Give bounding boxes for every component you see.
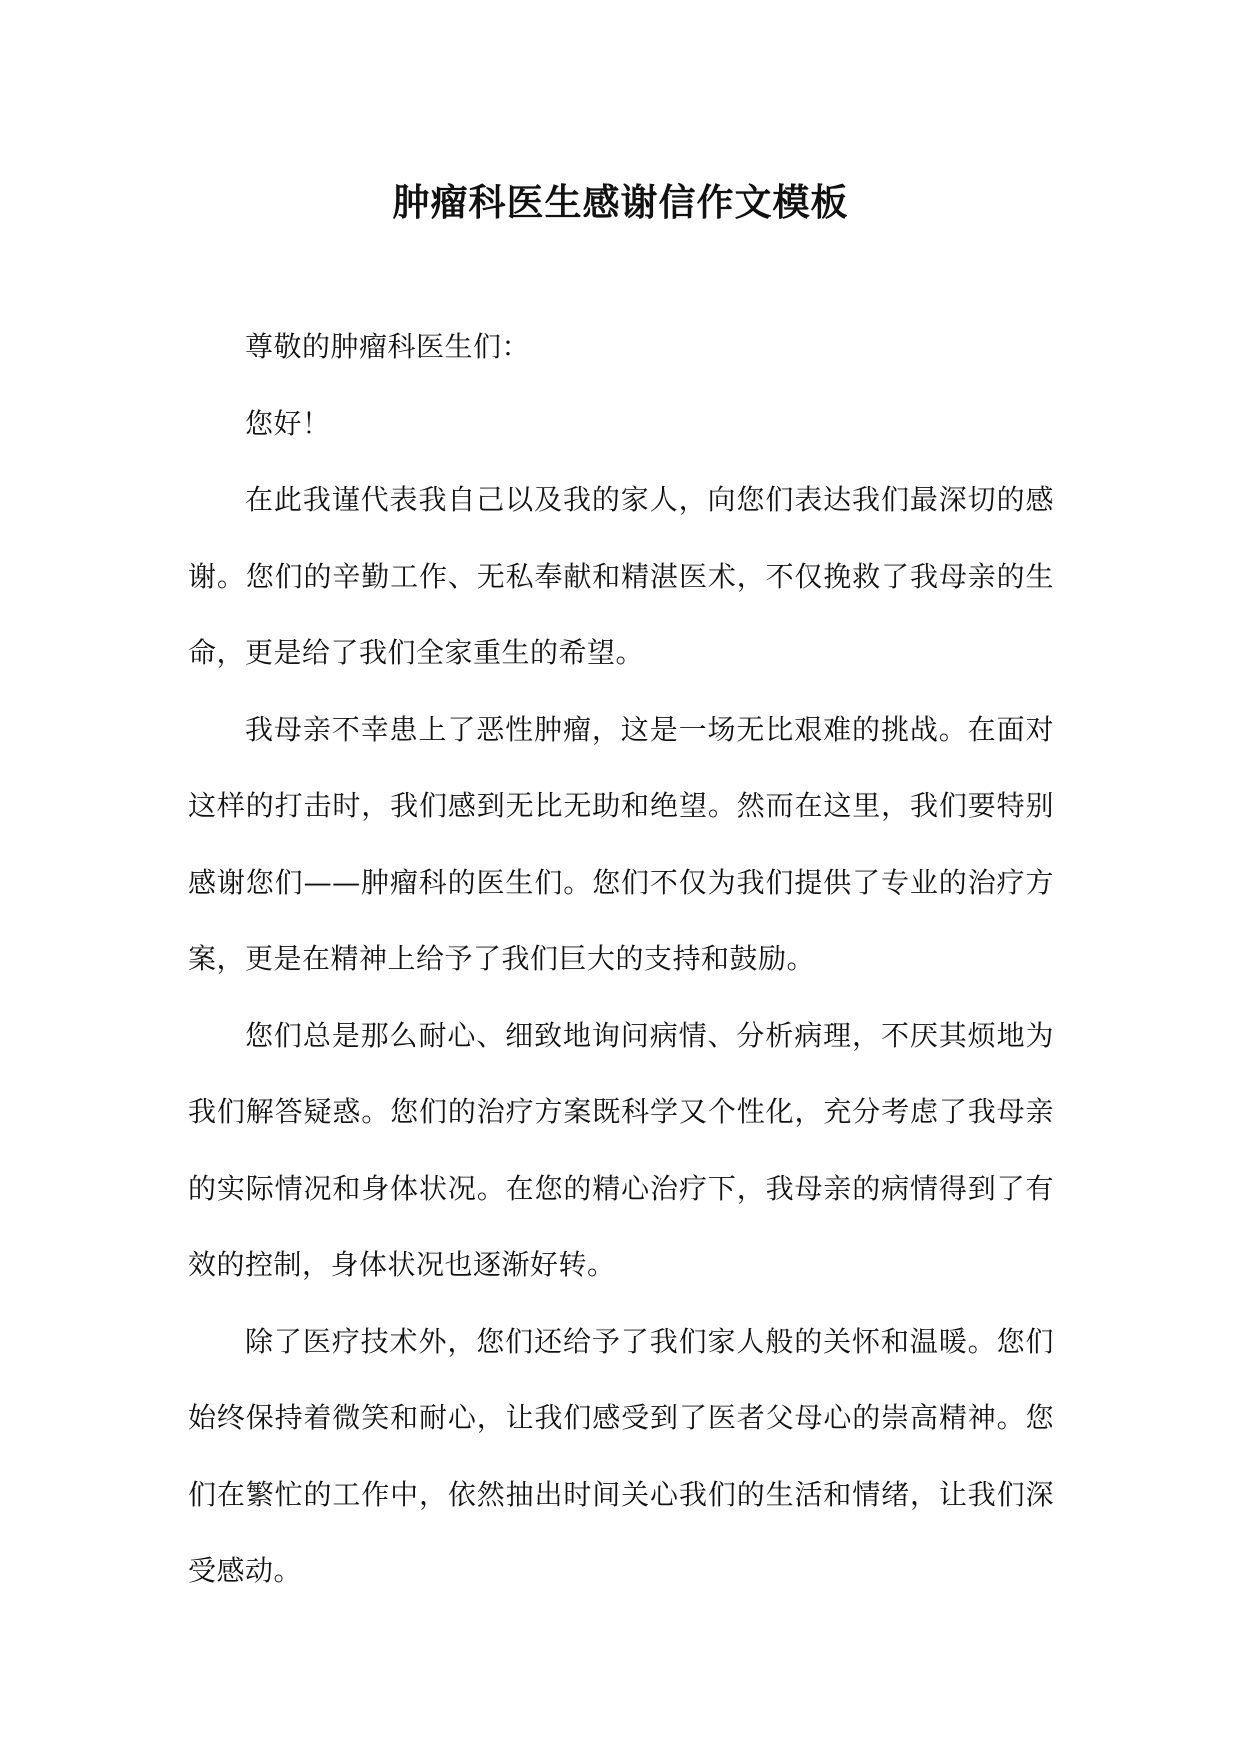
paragraph-care: 除了医疗技术外，您们还给予了我们家人般的关怀和温暖。您们始终保持着微笑和耐心，让我们感受到了医者父母心的崇高精神。您们在繁忙的工作中，依然抽出时间关心我们的生活和情绪，让我们深受感动。 [188, 1324, 1054, 1587]
greeting: 您好！ [245, 406, 331, 440]
paragraph-gratitude: 在此我谨代表我自己以及我的家人，向您们表达我们最深切的感谢。您们的辛勤工作、无私奉献和精湛医术，不仅挽救了我母亲的生命，更是给了我们全家重生的希望。 [188, 483, 1054, 669]
salutation: 尊敬的肿瘤科医生们： [245, 330, 531, 363]
document-title: 肿瘤科医生感谢信作文模板 [392, 180, 849, 224]
letter-body [188, 309, 1054, 1610]
paragraph-diagnosis: 我母亲不幸患上了恶性肿瘤，这是一场无比艰难的挑战。在面对这样的打击时，我们感到无比无助和绝望。然而在这里，我们要特别感谢您们——肿瘤科的医生们。您们不仅为我们提供了专业的治疗方案，更是在精神上给予了我们巨大的支持和鼓励。 [188, 712, 1054, 975]
paragraph-treatment: 您们总是那么耐心、细致地询问病情、分析病理，不厌其烦地为我们解答疑惑。您们的治疗方案既科学又个性化，充分考虑了我母亲的实际情况和身体状况。在您的精心治疗下，我母亲的病情得到了有效的控制，身体状况也逐渐好转。 [188, 1018, 1054, 1281]
